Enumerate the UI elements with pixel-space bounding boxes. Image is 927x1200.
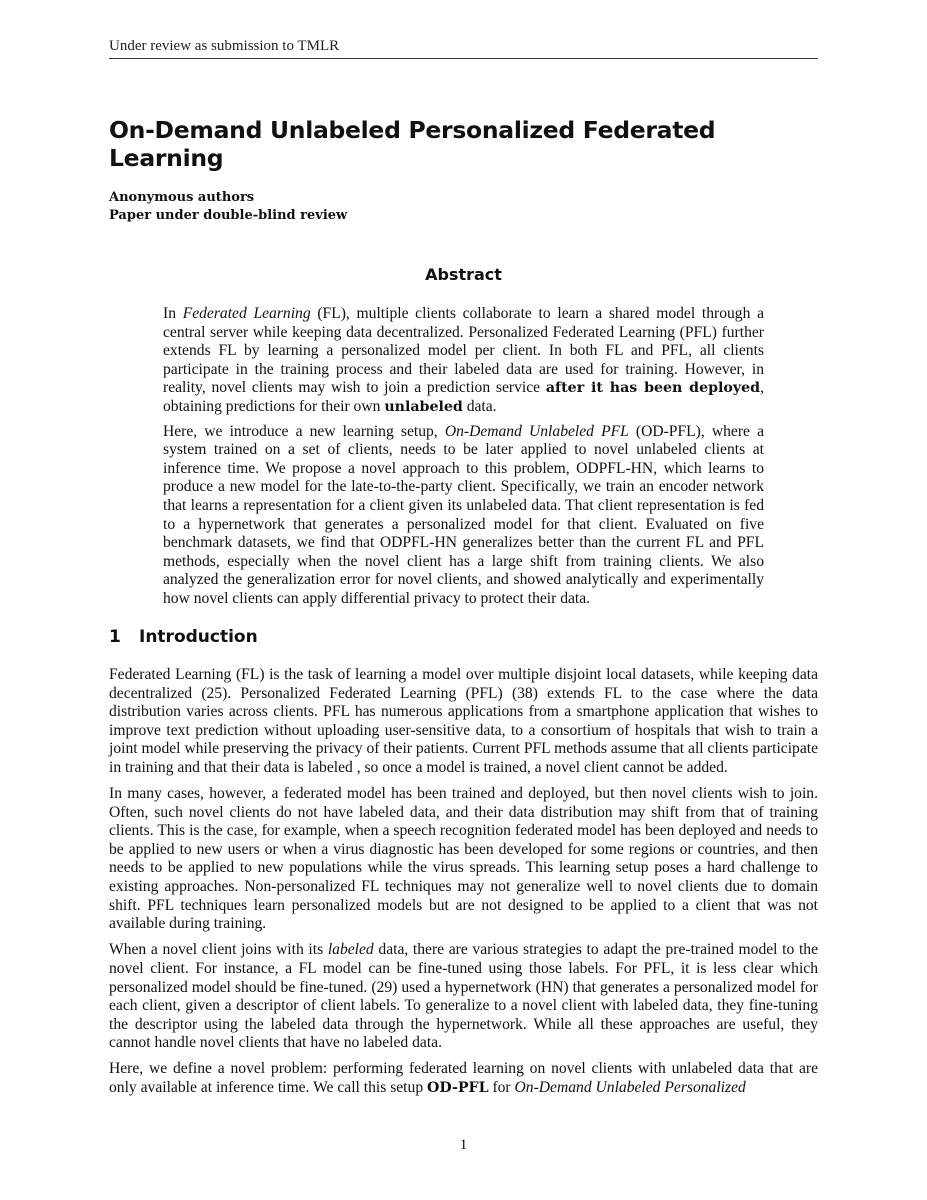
- emphasis-text: On-Demand Unlabeled Personalized: [514, 1078, 746, 1096]
- running-header: Under review as submission to TMLR: [109, 38, 818, 59]
- introduction-body: [109, 666, 818, 1105]
- page-number: 1: [459, 1137, 468, 1153]
- bold-text: OD-PFL: [427, 1079, 489, 1096]
- paper-title: On-Demand Unlabeled Personalized Federated Learning: [109, 116, 716, 172]
- author-block: [109, 189, 347, 225]
- section-title: Introduction: [139, 627, 258, 647]
- abstract-body: [163, 305, 764, 615]
- body-paragraph: Federated Learning (FL) is the task of learning a model over multiple disjoint local datasets, while keeping data decentralized (25). Personalized Federated Learning (PFL) (38) extends FL to the case where the data distribution varies across clients. PFL has numerous applications from a smartphone application that wishes to improve text prediction without uploading user-sensitive data, to a consortium of hospitals that wish to train a joint model while preserving the privacy of their patients. Current PFL methods assume that all clients participate in training and that their data is labeled , so once a model is trained, a novel client cannot be added.: [109, 666, 818, 776]
- emphasis-text: labeled: [327, 941, 374, 959]
- section-number: 1: [109, 627, 121, 647]
- abstract-heading: Abstract: [425, 265, 502, 284]
- authors-line: Anonymous authors: [109, 190, 255, 205]
- emphasis-text: Federated Learning: [182, 305, 311, 322]
- emphasis-text: On-Demand Unlabeled PFL: [444, 422, 629, 440]
- bold-text: unlabeled: [384, 398, 463, 415]
- body-paragraph: In many cases, however, a federated model has been trained and deployed, but then novel clients wish to join. Often, such novel clients do not have labeled data, and their data distribution may shift from that of training clients. This is the case, for example, when a speech recognition federated model has been deployed and needs to be applied to new users or when a virus diagnostic has been developed for some regions or countries, and then needs to be applied to new populations while the virus spreads. This learning setup poses a hard challenge to existing approaches. Non-personalized FL techniques may not generalize well to novel clients due to domain shift. PFL techniques learn personalized models but are not designed to be applied to a client that was not available during training.: [109, 785, 818, 933]
- body-paragraph: When a novel client joins with its labeled data, there are various strategies to adapt the pre-trained model to the novel client. For instance, a FL model can be fine-tuned using those labels. For PFL, it is less clear which personalized model should be fine-tuned. (29) used a hypernetwork (HN) that generates a personalized model for each client, given a descriptor of client labels. To generalize to a novel client with labeled data, they fine-tuning the descriptor using the labeled data through the hypernetwork. While all these approaches are useful, they cannot handle novel clients that have no labeled data.: [109, 941, 818, 1052]
- abstract-paragraph: In Federated Learning (FL), multiple clients collaborate to learn a shared model through a central server while keeping data decentralized. Personalized Federated Learning (PFL) further extends FL by learning a personalized model per client. In both FL and PFL, all clients participate in the training process and their labeled data are used for training. However, in reality, novel clients may wish to join a prediction service after it has been deployed, obtaining predictions for their own unlabeled data.: [163, 305, 764, 415]
- abstract-paragraph: Here, we introduce a new learning setup, On-Demand Unlabeled PFL (OD-PFL), where a system trained on a set of clients, needs to be later applied to novel unlabeled clients at inference time. We propose a novel approach to this problem, ODPFL-HN, which learns to produce a new model for the late-to-the-party client. Specifically, we train an encoder network that learns a representation for a client given its unlabeled data. That client representation is fed to a hypernetwork that generates a personalized model for that client. Evaluated on five benchmark datasets, we find that ODPFL-HN generalizes better than the current FL and PFL methods, especially when the novel client has a large shift from training clients. We also analyzed the generalization error for novel clients, and showed analytically and experimentally how novel clients can apply differential privacy to protect their data.: [163, 422, 764, 607]
- bold-text: after it has been deployed: [545, 380, 761, 397]
- review-status-line: Paper under double-blind review: [109, 208, 348, 223]
- body-paragraph: Here, we define a novel problem: performing federated learning on novel clients with unlabeled data that are only available at inference time. We call this setup OD-PFL for On-Demand Unlabeled Personalized: [109, 1060, 818, 1096]
- section-heading-introduction: [109, 627, 258, 647]
